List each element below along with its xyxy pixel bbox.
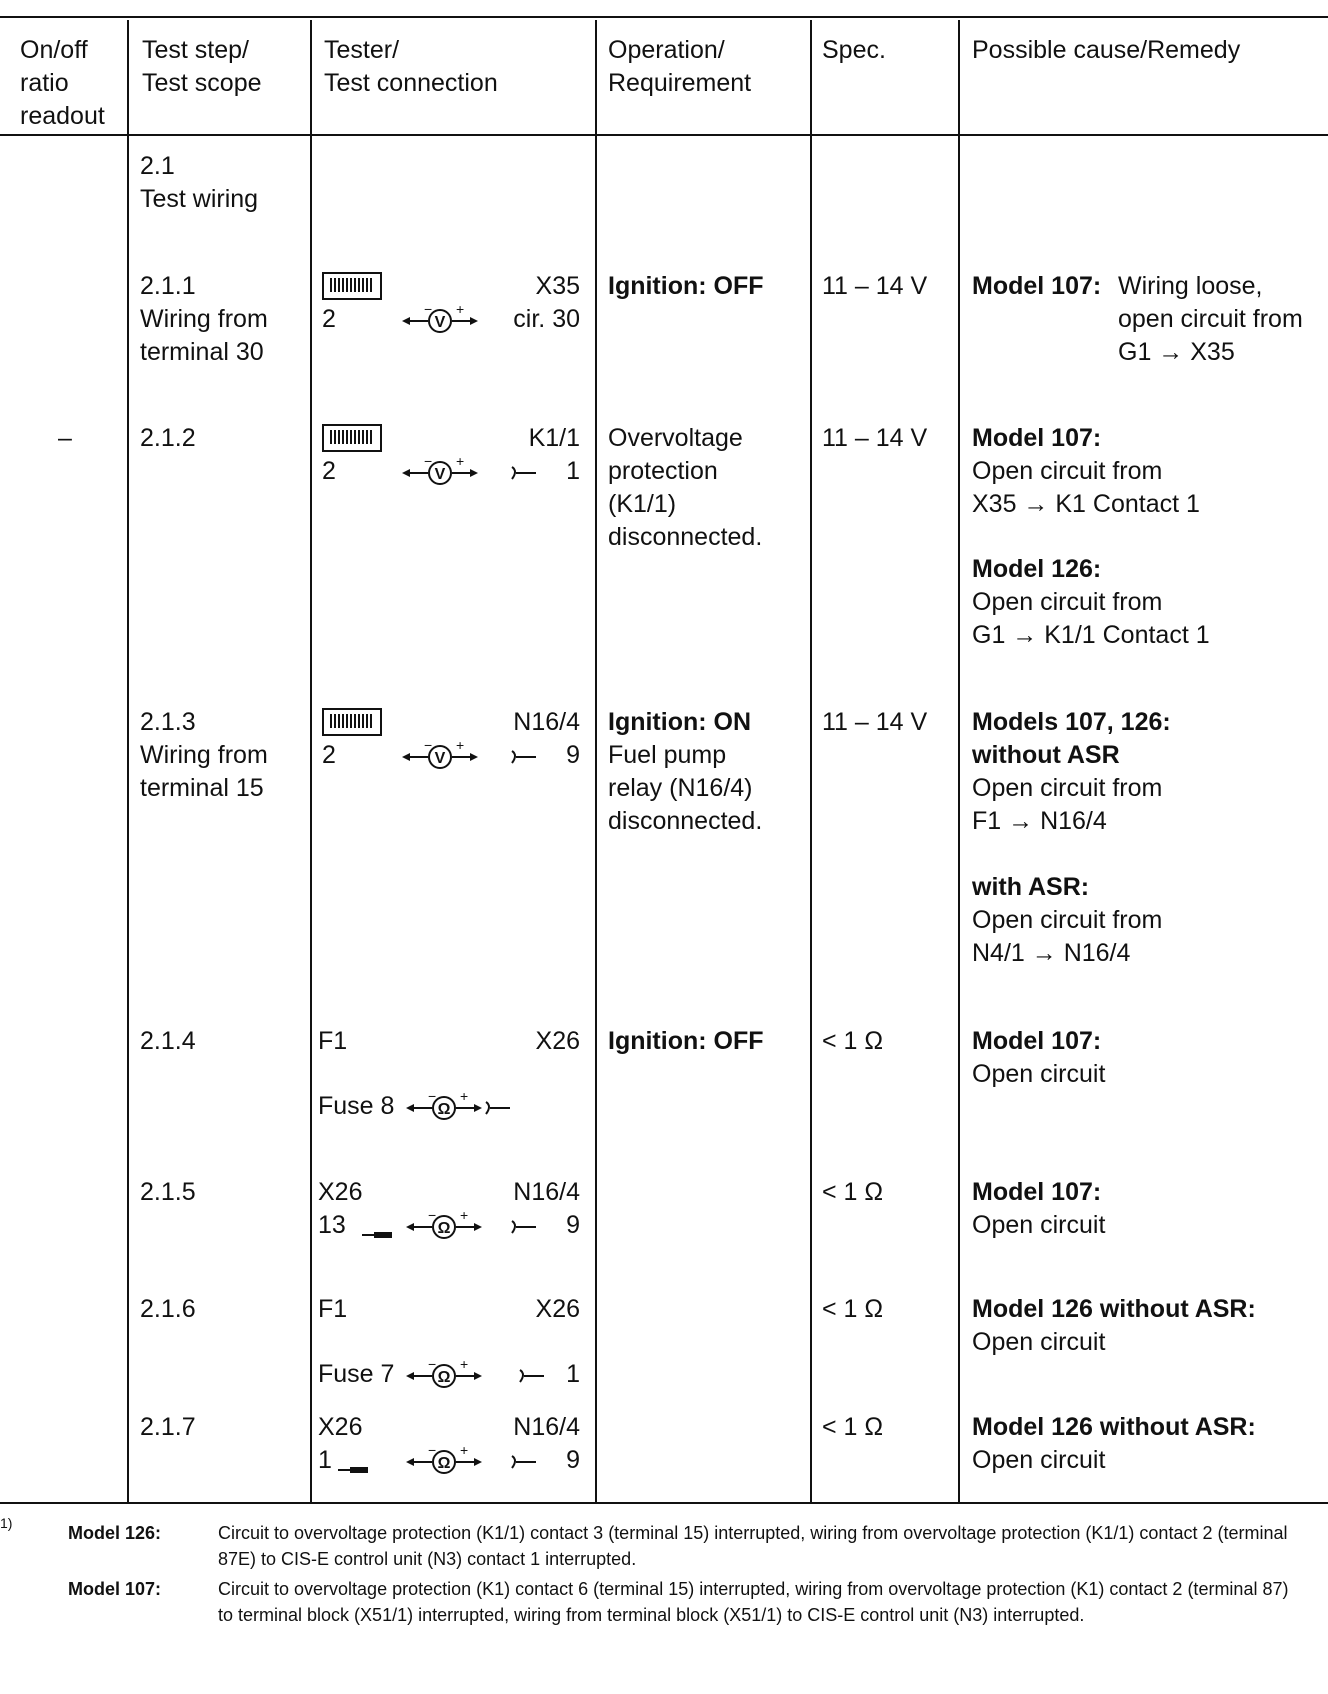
cause-label-2-1-6: Model 126 without ASR: bbox=[972, 1295, 1256, 1323]
tester-source-pin: 1 bbox=[318, 1446, 332, 1474]
footnote-text-model-107: Circuit to overvoltage protection (K1) contact 6 (terminal 15) interrupted, wiring from overvoltage protection (K1) contact 2 (terminal 87) to terminal block (X51/1) interrupted, wiring from terminal block (X51/1) to CIS-E control unit (N3) interrupted. bbox=[218, 1579, 1289, 1625]
tester-connection-2-1-5 bbox=[318, 1176, 580, 1242]
svg-text:V: V bbox=[434, 466, 446, 483]
tester-target: N16/4 bbox=[513, 708, 580, 736]
header-spec: Spec. bbox=[822, 36, 886, 64]
tester-source-pin: Fuse 8 bbox=[318, 1092, 395, 1120]
tester-target: N16/4 bbox=[513, 1178, 580, 1206]
spec-2-1-1: 11 – 14 V bbox=[822, 272, 928, 300]
connector-plug-icon bbox=[484, 1092, 514, 1122]
tester-source-pin: 13 bbox=[318, 1211, 346, 1239]
operation-2-1-2: Overvoltage protection (K1/1) disconnected. bbox=[608, 424, 763, 551]
operation-2-1-4: Ignition: OFF bbox=[608, 1027, 764, 1055]
ohmmeter-icon bbox=[404, 1092, 486, 1122]
tester-pin: 2 bbox=[322, 741, 336, 769]
scope-2-1-1: Wiring from terminal 30 bbox=[140, 305, 268, 366]
connector-plug-icon bbox=[510, 1211, 540, 1241]
tester-connection-2-1-7 bbox=[318, 1411, 580, 1477]
cause2-label-2-1-3: with ASR: bbox=[972, 873, 1090, 901]
svg-text:V: V bbox=[434, 750, 446, 767]
spec-2-1-2: 11 – 14 V bbox=[822, 424, 928, 452]
footnote-label-model-126: Model 126: bbox=[68, 1523, 162, 1543]
section-title: Test wiring bbox=[140, 185, 259, 213]
tester-target: X26 bbox=[535, 1027, 580, 1055]
cause2-2-1-2: Open circuit from G1 → K1/1 Contact 1 bbox=[972, 588, 1210, 649]
header-possible-cause: Possible cause/Remedy bbox=[972, 36, 1241, 64]
operation-label-2-1-3: Ignition: ON bbox=[608, 708, 752, 736]
connector-plug-icon bbox=[510, 1446, 540, 1476]
socket-icon bbox=[362, 1211, 398, 1241]
cause-label-2-1-5: Model 107: bbox=[972, 1178, 1102, 1206]
tester-target-pin: 1 bbox=[566, 1360, 580, 1388]
operation-2-1-3: Fuel pump relay (N16/4) disconnected. bbox=[608, 741, 763, 835]
cause-2-1-5: Open circuit bbox=[972, 1211, 1106, 1239]
tester-target-pin: cir. 30 bbox=[513, 305, 580, 333]
footnote-label-model-107: Model 107: bbox=[68, 1579, 162, 1599]
tester-source-pin: Fuse 7 bbox=[318, 1360, 395, 1388]
tester-source: F1 bbox=[318, 1295, 348, 1323]
connector-plug-icon bbox=[510, 457, 540, 487]
cause-2-1-2: Open circuit from X35 → K1 Contact 1 bbox=[972, 457, 1200, 518]
tester-keypad-icon bbox=[322, 272, 382, 300]
tester-target: X35 bbox=[535, 272, 580, 300]
tester-pin: 2 bbox=[322, 305, 336, 333]
cause-label-2-1-3: Models 107, 126: without ASR bbox=[972, 708, 1171, 769]
ohmmeter-icon bbox=[404, 1360, 486, 1390]
voltmeter-icon bbox=[400, 741, 482, 771]
header-bottom-rule bbox=[0, 134, 1328, 136]
tester-source: X26 bbox=[318, 1178, 363, 1206]
column-divider-4 bbox=[810, 20, 812, 1502]
connector-plug-icon bbox=[510, 741, 540, 771]
column-divider-2 bbox=[310, 20, 312, 1502]
scope-2-1-3: Wiring from terminal 15 bbox=[140, 741, 268, 802]
step-2-1-3: 2.1.3 bbox=[140, 708, 196, 736]
cause-2-1-4: Open circuit bbox=[972, 1060, 1106, 1088]
tester-source: X26 bbox=[318, 1413, 363, 1441]
tester-connection-2-1-4 bbox=[318, 1025, 580, 1123]
tester-pin: 2 bbox=[322, 457, 336, 485]
cause-label-2-1-1: Model 107: bbox=[972, 272, 1102, 300]
header-operation: Operation/ Requirement bbox=[608, 36, 752, 97]
tester-connection-2-1-3 bbox=[322, 706, 580, 772]
table-top-rule bbox=[0, 16, 1328, 18]
column-divider-3 bbox=[595, 20, 597, 1502]
svg-text:V: V bbox=[434, 314, 446, 331]
voltmeter-icon bbox=[400, 305, 482, 335]
cause-text: Wiring loose, open circuit from G1 → X35 bbox=[1118, 272, 1303, 366]
spec-2-1-3: 11 – 14 V bbox=[822, 708, 928, 736]
tester-connection-2-1-1 bbox=[322, 270, 580, 336]
header-tester: Tester/ Test connection bbox=[324, 36, 498, 97]
svg-text:Ω: Ω bbox=[437, 1220, 451, 1237]
ohmmeter-icon bbox=[404, 1446, 486, 1476]
socket-icon bbox=[338, 1446, 374, 1476]
ohmmeter-icon bbox=[404, 1211, 486, 1241]
spec-2-1-4: < 1 Ω bbox=[822, 1027, 884, 1055]
footnote-text-model-126: Circuit to overvoltage protection (K1/1) contact 3 (terminal 15) interrupted, wiring from overvoltage protection (K1/1) contact 2 (terminal 87E) to CIS-E control unit (N3) contact 1 interrupted. bbox=[218, 1523, 1288, 1569]
tester-target-pin: 9 bbox=[566, 1211, 580, 1239]
tester-target: N16/4 bbox=[513, 1413, 580, 1441]
tester-target-pin: 9 bbox=[566, 741, 580, 769]
spec-2-1-6: < 1 Ω bbox=[822, 1295, 884, 1323]
section-number: 2.1 bbox=[140, 152, 175, 180]
table-bottom-rule bbox=[0, 1502, 1328, 1504]
cause-2-1-1 bbox=[1118, 270, 1328, 369]
connector-plug-icon bbox=[518, 1360, 548, 1390]
svg-text:Ω: Ω bbox=[437, 1369, 451, 1386]
step-2-1-5: 2.1.5 bbox=[140, 1178, 196, 1206]
tester-target-pin: 1 bbox=[566, 457, 580, 485]
cause-2-1-7: Open circuit bbox=[972, 1446, 1106, 1474]
spec-2-1-7: < 1 Ω bbox=[822, 1413, 884, 1441]
cause-label-2-1-7: Model 126 without ASR: bbox=[972, 1413, 1256, 1441]
voltmeter-icon bbox=[400, 457, 482, 487]
tester-target-pin: 9 bbox=[566, 1446, 580, 1474]
cause-2-1-6: Open circuit bbox=[972, 1328, 1106, 1356]
svg-text:Ω: Ω bbox=[437, 1455, 451, 1472]
tester-target: K1/1 bbox=[528, 424, 580, 452]
tester-connection-2-1-2 bbox=[322, 422, 580, 488]
footnote-marker: 1) bbox=[0, 1515, 13, 1531]
step-2-1-2: 2.1.2 bbox=[140, 424, 196, 452]
cause2-label-2-1-2: Model 126: bbox=[972, 555, 1102, 583]
header-test-step: Test step/ Test scope bbox=[142, 36, 262, 97]
cause-2-1-3: Open circuit from F1 → N16/4 bbox=[972, 774, 1163, 835]
svg-text:Ω: Ω bbox=[437, 1101, 451, 1118]
tester-keypad-icon bbox=[322, 424, 382, 452]
step-2-1-7: 2.1.7 bbox=[140, 1413, 196, 1441]
step-2-1-1: 2.1.1 bbox=[140, 272, 196, 300]
spec-2-1-5: < 1 Ω bbox=[822, 1178, 884, 1206]
tester-source: F1 bbox=[318, 1027, 348, 1055]
operation-2-1-1: Ignition: OFF bbox=[608, 272, 764, 300]
tester-target: X26 bbox=[535, 1295, 580, 1323]
column-divider-5 bbox=[958, 20, 960, 1502]
ratio-2-1-2: – bbox=[58, 424, 72, 452]
step-2-1-4: 2.1.4 bbox=[140, 1027, 196, 1055]
step-2-1-6: 2.1.6 bbox=[140, 1295, 196, 1323]
cause-label-2-1-4: Model 107: bbox=[972, 1027, 1102, 1055]
cause2-2-1-3: Open circuit from N4/1 → N16/4 bbox=[972, 906, 1163, 967]
cause-label-2-1-2: Model 107: bbox=[972, 424, 1102, 452]
column-divider-1 bbox=[127, 20, 129, 1502]
header-ratio-readout: On/off ratio readout bbox=[20, 36, 105, 130]
tester-connection-2-1-6 bbox=[318, 1293, 580, 1391]
tester-keypad-icon bbox=[322, 708, 382, 736]
